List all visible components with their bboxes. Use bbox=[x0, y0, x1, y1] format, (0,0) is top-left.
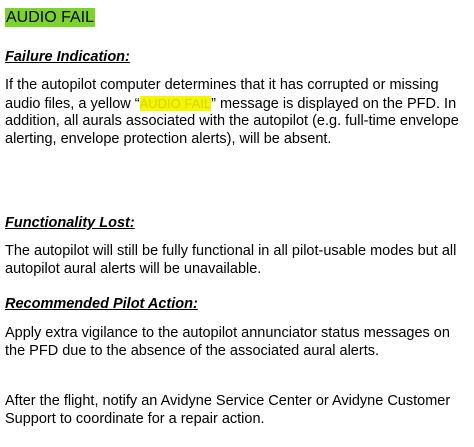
paragraph-text: ” message is displayed on the PFD. In addition, all aurals associated with the autopilot (e.g. full-time envelope alerting, envelope protection alerts), will be absent. bbox=[5, 95, 459, 147]
document-page bbox=[5, 8, 467, 427]
paragraph-failure-indication bbox=[5, 77, 467, 148]
heading-functionality-lost: Functionality Lost: bbox=[5, 215, 135, 231]
paragraph-pilot-action-notify: After the flight, notify an Avidyne Service Center or Avidyne Customer Support to coordinate for a repair action. bbox=[5, 393, 451, 427]
page-title: AUDIO FAIL bbox=[6, 9, 95, 26]
paragraph-pilot-action-vigilance: Apply extra vigilance to the autopilot annunciator status messages on the PFD due to the absence of the associated aural alerts. bbox=[5, 325, 450, 359]
paragraph-functionality-lost: The autopilot will still be fully functional in all pilot-usable modes but all autopilot aural alerts will be unavailable. bbox=[5, 243, 457, 277]
paragraph-text: If the autopilot computer determines that it has corrupted or missing audio files, a yellow “ bbox=[5, 77, 439, 112]
heading-recommended-pilot-action: Recommended Pilot Action: bbox=[5, 296, 198, 312]
heading-failure-indication: Failure Indication: bbox=[5, 49, 130, 65]
audio-fail-message-highlight: AUDIO FAIL bbox=[139, 95, 212, 111]
